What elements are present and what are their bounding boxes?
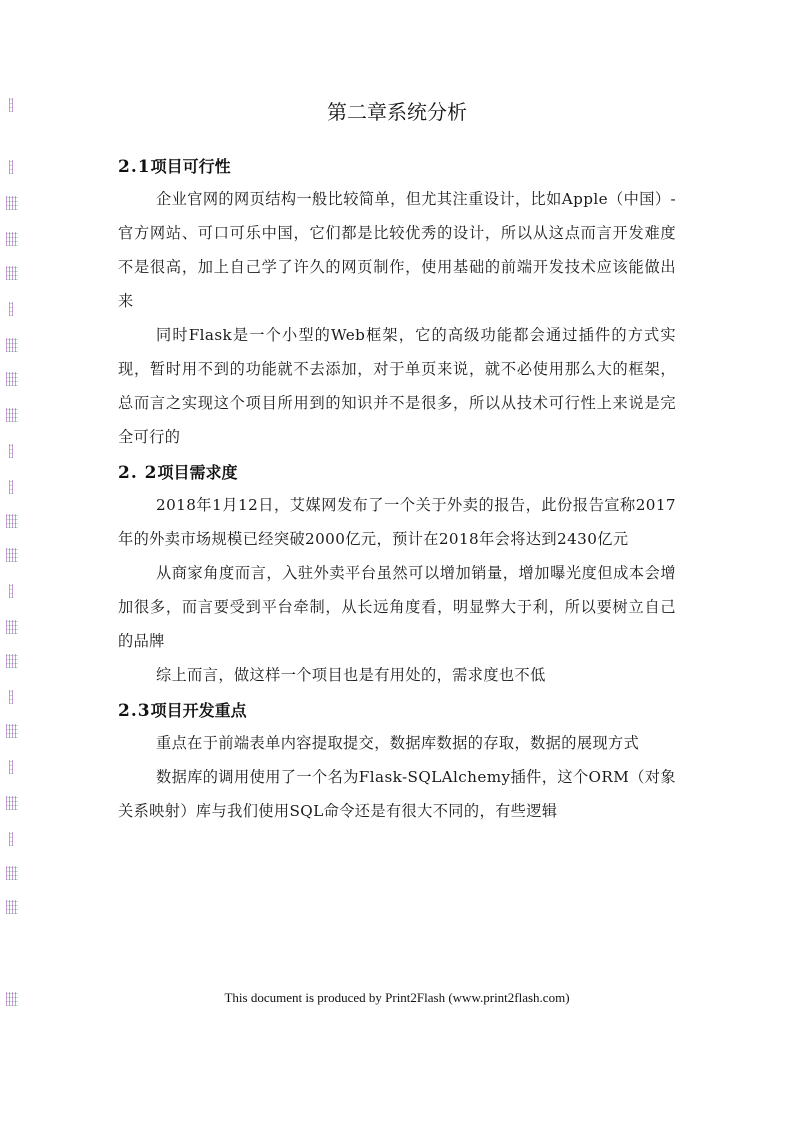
scan-artifact [6, 654, 18, 668]
paragraph: 从商家角度而言，入驻外卖平台虽然可以增加销量，增加曝光度但成本会增加很多，而言要受到平台牵制，从长远角度看，明显弊大于利，所以要树立自己的品牌 [118, 564, 676, 650]
chapter-title: 第二章系统分析 [327, 100, 467, 124]
scan-artifact [6, 514, 18, 528]
scan-artifact [9, 760, 13, 774]
section-title: 项目需求度 [157, 463, 238, 482]
scan-artifact [6, 796, 18, 810]
section-heading-2-1 [118, 152, 676, 182]
section-title: 项目开发重点 [150, 701, 247, 720]
scan-artifact [6, 900, 18, 914]
scan-artifact [9, 690, 13, 704]
paragraph: 企业官网的网页结构一般比较简单，但尤其注重设计，比如Apple（中国）-官方网站、可口可乐中国，它们都是比较优秀的设计，所以从这点而言开发难度不是很高，加上自己学了许久的网页制作，使用基础的前端开发技术应该能做出来 [118, 190, 676, 310]
paragraph: 数据库的调用使用了一个名为Flask-SQLAlchemy插件，这个ORM（对象关系映射）库与我们使用SQL命令还是有很大不同的，有些逻辑 [118, 768, 676, 820]
scan-artifact [6, 266, 18, 280]
print2flash-footer: This document is produced by Print2Flash (www.print2flash.com) [224, 990, 570, 1005]
section-number: 2.3 [118, 701, 151, 721]
section-title: 项目可行性 [150, 157, 231, 176]
section-number: 2.1 [118, 157, 151, 177]
scan-artifact [9, 302, 13, 316]
scan-artifact [6, 620, 18, 634]
section-number: 2. 2 [118, 463, 158, 483]
scan-artifact [6, 196, 18, 210]
scan-artifact [9, 584, 13, 598]
scan-artifact [6, 408, 18, 422]
paragraph: 2018年1月12日，艾媒网发布了一个关于外卖的报告，此份报告宣称2017年的外卖市场规模已经突破2000亿元，预计在2018年会将达到2430亿元 [118, 496, 676, 548]
scan-artifact [9, 444, 13, 458]
scan-artifact [6, 372, 18, 386]
scan-artifact-strip [0, 0, 26, 1123]
scan-artifact [9, 832, 13, 846]
section-heading-2-3 [118, 696, 676, 726]
scan-artifact [6, 232, 18, 246]
paragraph: 同时Flask是一个小型的Web框架，它的高级功能都会通过插件的方式实现，暂时用不到的功能就不去添加，对于单页来说，就不必使用那么大的框架，总而言之实现这个项目所用到的知识并不是很多，所以从技术可行性上来说是完全可行的 [118, 326, 676, 446]
paragraph: 综上而言，做这样一个项目也是有用处的，需求度也不低 [156, 666, 546, 684]
scan-artifact [6, 724, 18, 738]
document-body [118, 148, 676, 828]
scan-artifact [6, 338, 18, 352]
section-heading-2-2 [118, 458, 676, 488]
scan-artifact [9, 480, 13, 494]
scan-artifact [6, 548, 18, 562]
scan-artifact [9, 160, 13, 174]
scan-artifact [6, 866, 18, 880]
paragraph: 重点在于前端表单内容提取提交，数据库数据的存取，数据的展现方式 [156, 734, 640, 752]
